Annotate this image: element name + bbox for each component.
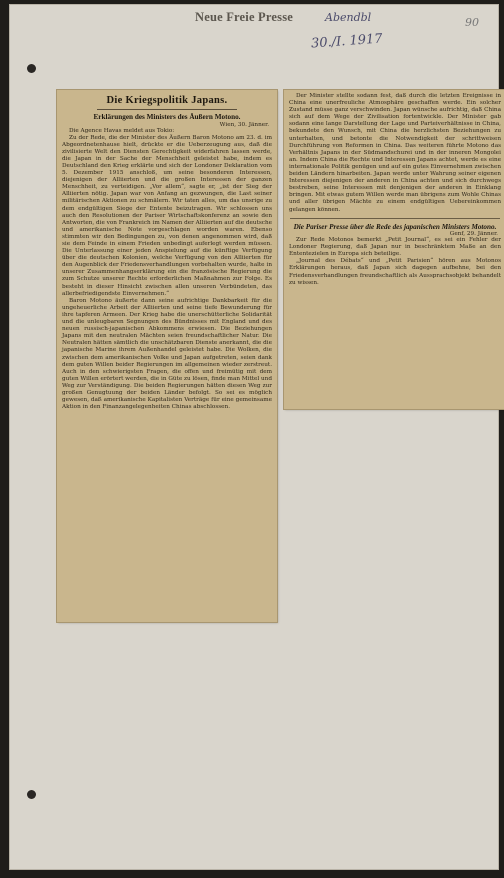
second-article-body <box>284 237 504 287</box>
second-article-headline: Die Pariser Presse über die Rede des japanischen Ministers Motono. <box>293 222 497 231</box>
punch-hole <box>27 64 36 73</box>
handwritten-date: 30./I. 1917 <box>310 31 383 52</box>
article-dateline: Wien, 30. Jänner. <box>219 121 269 128</box>
headline-rule <box>97 109 237 110</box>
article-paragraph: Zur Rede Motonos bemerkt „Petit Journal“, es sei ein Fehler der Londoner Regierung, daß Japan nur in beschränktem Maße an den Ententezielen in Europa sich beteilige. <box>289 237 501 258</box>
handwritten-source-note: Abendbl <box>325 11 372 24</box>
article-continuation <box>284 90 504 214</box>
clipping-right-column <box>284 90 504 409</box>
article-paragraph: Zu der Rede, die der Minister des Äußern Baron Motono am 23. d. im Abgeordnetenhause hielt, drückte er die Ueberzeugung aus, daß die zivilisierte Welt den Diensten Gerechtigkeit widerfahren lassen werde, die Japan in der Sache der Menschheit geleistet habe, indem es Deutschland den Krieg erklärte und sich der Londoner Deklaration vom 5. Dezember 1915 anschloß, um seine besonderen Interessen, diejenigen der Alliierten und die großen Interessen der ganzen Menschheit, zu verteidigen. „Vor allem“, sagte er, „ist der Sieg der Alliierten nötig. Japan war von Anfang an gezwungen, die Last seiner militärischen Aktionen zu schmälern. Wir taten alles, um das unsrige zu dem endgültigen Siege der Entente beizutragen. Wir schlossen uns auch den Resolutionen der Pariser Wirtschaftskonferenz an sowie den Antworten, die von Frankreich im Namen der Alliierten auf die deutsche und amerikanische Note vorgeschlagen worden waren. Ebenso stimmten wir den Bedingungen zu, von denen angenommen wird, daß sie dem Feinde in einem Frieden unbedingt auferlegt werden müssen. Die Unterlassung einer jeden Anspielung auf die künftige Verfügung über die deutschen Kolonien, welche Verfügung von den Alliierten für den Augenblick der Friedensverhandlungen vorbehalten wurde, halte in unserer Zusammenhangserklärung ein die französische Regierung die zum Schutze unserer Rechte erforderlichen Maßnahmen zur Folge. Es besteht in dieser Hinsicht zwischen allen unseren Verbündeten, das allerbefriedigendste Einvernehmen.“ <box>62 134 272 297</box>
article-separator <box>290 218 500 219</box>
article-paragraph: „Journal des Débats“ und „Petit Parisien“ hören aus Motonos Erklärungen heraus, daß Japan sich dagegen aufbehne, bei den Friedensverhandlungen freundschaftlich als Aussprachsobjekt behandelt zu wissen. <box>289 258 501 286</box>
article-paragraph: Der Minister stellte sodann fest, daß durch die letzten Ereignisse in China eine unerfreuliche Atmosphäre geschaffen werde. Ein solcher Zustand müsse ganz verschwinden. Japan wünsche aufrichtig, daß China sich auf dem Wege der Zivilisation fortentwickle. Der Minister gab sodann eine lange Darstellung der Lage und Parteiverhältnisse in China, bekundete den Wunsch, mit China die herzlichsten Beziehungen zu unterhalten, und betonte die Notwendigkeit der schrittweisen Durchführung von Reformen in China. Das weiteren führte Motono das Verhältnis Japans in der Südmandschurei und in der inneren Mongolei an. Indem China die Rechte und Interessen Japans achtet, werde es eine internationale Politik genügen und auf ein gutes Einvernehmen zwischen beiden Ländern hinarbeiten. Japan werde unter Wahrung seiner eigenen Interessen diejenigen der anderen in China achten und sich durchwegs bestreben, seine Interessen mit denjenigen der anderen in Einklang bringen. Mit etwas gutem Willen werde man übrigens zum Wohle Chinas und aller übrigen Mächte zu einem endgültigen Uebereinkommen gelangen können. <box>289 93 501 213</box>
newspaper-masthead: Neue Freie Presse <box>195 10 294 24</box>
second-article-dateline: Genf, 29. Jänner. <box>449 231 498 238</box>
article-subheadline: Erklärungen des Ministers des Äußern Motono. <box>93 113 241 121</box>
handwritten-page-number: 90 <box>465 16 479 29</box>
archive-card <box>9 4 499 870</box>
article-body <box>57 128 277 412</box>
punch-hole <box>27 790 36 799</box>
article-paragraph: Die Agence Havas meldet aus Tokio: <box>69 127 175 134</box>
article-paragraph: Baron Motono äußerte dann seine aufrichtige Dankbarkeit für die ungeheuerliche Arbeit der Alliierten und seine tiefe Bewunderung für ihre tapferen Armeen. Der Krieg habe die unerschütterliche Solidarität und die unleugbaren Segnungen des Bündnisses mit England und des neuen russisch-japanischen Abkommens erwiesen. Die Beziehungen Japans mit den neutralen Mächten seien freundschaftlicher Natur. Die Neutralen hätten sämtlich die unschätzbaren Dienste anerkannt, die die japanische Marine ihrem Außenhandel geleistet habe. Die Wolken, die zwischen dem amerikanischen Volke und Japan aufgetreten, seien dank dem guten Willen beider Regierungen im allgemeinen wieder zerstreut. Auch in den schwierigsten Fragen, die offen und freimütig mit dem guten Willen erörtert werden, die in Güte zu lösen, finde man Mittel und Weg zur Verständigung. Die beiden Regierungen hätten diesen Weg zur großen Genugtuung der beiden Länder befolgt. So sei es möglich gewesen, daß amerikanische Kapitalisten Verträge für eine gemeinsame Aktion in den Finanzangelegenheiten Chinas abschlossen. <box>62 297 272 411</box>
clipping-left-column <box>57 90 277 622</box>
article-headline: Die Kriegspolitik Japans. <box>106 95 228 106</box>
